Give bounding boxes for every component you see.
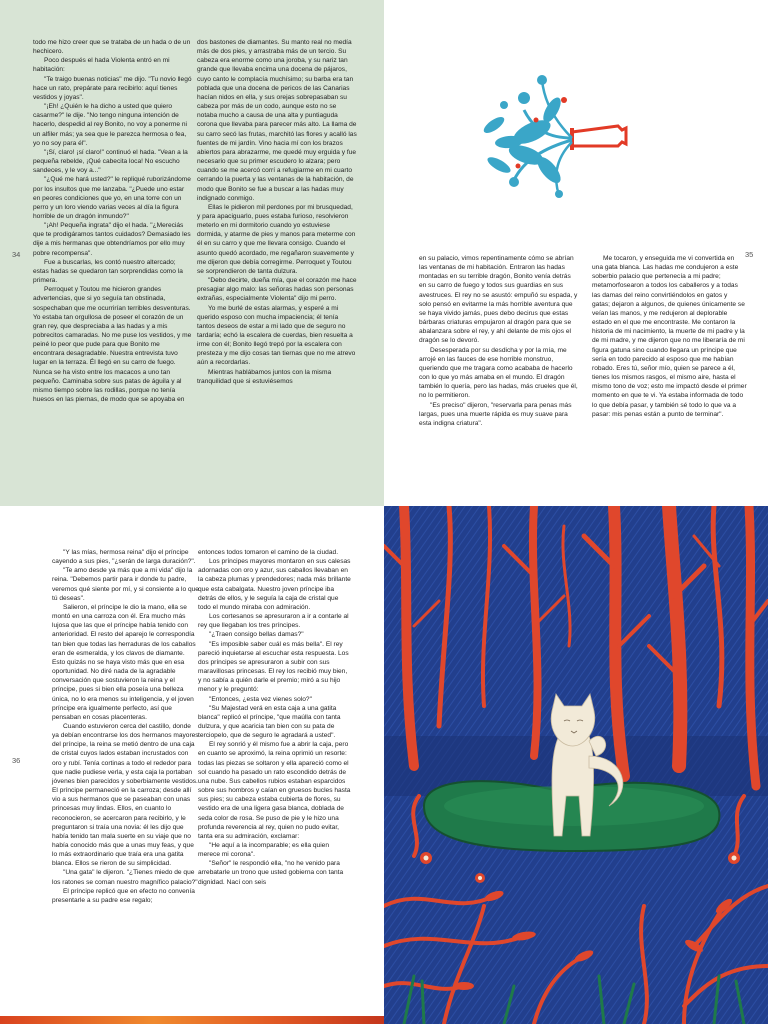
page-35-column-2 (592, 254, 747, 419)
paragraph: "Es imposible saber cuál es más bella". El rey pareció inquietarse al escuchar esta respuesta. Los dos príncipes se apresuraron a subir con sus maravillosas princesas. El rey los recibió muy bien, y no sabía a quién darle el premio; miró a su hijo menor y le preguntó: (198, 640, 349, 694)
page-number: 36 (12, 756, 21, 765)
paragraph: "Debo decirte, dueña mía, que el corazón me hace presagiar algo malo: las señoras hadas son personas extrañas, especialmente Violenta" dijo mi perro. (197, 277, 357, 303)
paragraph: todo me hizo creer que se trataba de un hada o de un hechicero. (33, 39, 191, 56)
paragraph: El príncipe replicó que en efecto no convenía presentarle a su padre ese regalo; (52, 887, 195, 904)
page-34-column-1 (33, 38, 192, 404)
paragraph: Mientras hablábamos juntos con la misma tranquilidad que si estuviésemos (197, 368, 332, 385)
paragraph: "¡Sí, claro! ¡sí claro!" continuó el hada. "Vean a la pequeña rebelde, ¡Qué cabecita loca! No escucho sandeces, y le voy a..." (33, 148, 188, 175)
forest-cat-image (384, 506, 768, 1024)
paragraph: "Entonces, ¿esta vez vienes solo?" (209, 695, 312, 703)
forest-cat-illustration (384, 506, 768, 1024)
paragraph: Perroquet y Toutou me hicieron grandes advertencias, que si yo seguía tan obstinada, sospechaban que me ocurrirían terribles desventuras. Yo estaba tan orgullosa de poseer el corazón de un gran rey, que despreciaba a las hadas y a mis pobrecitos camaradas. No me puse los vestidos, y me peiné lo peor que pude para que Bonito me encontrara desagradable. Nuestra entrevista tuvo lugar en la terraza. Él llegó en su carro de fuego. Nunca se ha visto entre los macacos a uno tan pequeño. Caminaba sobre sus patas de águila y al mismo tiempo sobre las rodillas, porque no tenía huesos en las piernas, de modo que se apoyaba en (33, 286, 192, 404)
paragraph: "Una gata" le dijeron. "¿Tienes miedo de que los ratones se coman nuestro magnífico palacio?" (52, 869, 198, 886)
page-number: 34 (12, 250, 21, 259)
paragraph: Fue a buscarlas, les contó nuestro altercado; estas hadas se quedaron tan sorprendidas como la primera. (33, 258, 183, 285)
page-34-column-2 (197, 38, 357, 386)
page-34 (0, 0, 384, 506)
page-35 (384, 0, 768, 506)
paragraph: Salieron, el príncipe le dio la mano, ella se montó en una carroza con él. Era mucho más lujosa que las que el príncipe había tenido con anterioridad. El resto del aparejo le correspondía tan bien que todas las herraduras de los caballos eran de esmeralda, y los clavos de diamante. Esto quizás no se haya visto más que en esa oportunidad. No diré nada de la agradable conversación que sostuvieron la reina y el príncipe, pues si bien ella poseía una belleza única, no lo era menos su inteligencia, y el joven príncipe era igualmente perfecto, así que pensaban en cosas placenteras. (52, 603, 196, 721)
page-36-column-1 (52, 548, 199, 905)
paragraph: en su palacio, vimos repentinamente cómo se abrían las ventanas de mi habitación. Entraron las hadas montadas en su terrible dragón, Bonito venía detrás en su carro de fuego y todos sus guardias en sus avestruces. El rey no se asustó: empuñó su espada, y solo pensó en evitarme la más horrible aventura que se haya vivido jamás, pues debo decirus que estas bárbaras criaturas empujaron al dragón para que se abalanzara sobre el rey, y ahí delante de mis ojos el dragón se lo devoró. (419, 255, 578, 345)
paragraph: entonces todos tomaron el camino de la ciudad. (198, 549, 339, 556)
page-36-column-2 (198, 548, 352, 887)
paragraph: "¡Ah! Pequeña ingrata" dijo el hada. "¿Mereciás que te prodigáramos tantos cuidados? Demasiado les dije a mis hermanas que obtendríamos por ello muy pobre recompensa". (33, 222, 191, 257)
paragraph: Cuando estuvieron cerca del castillo, donde ya debían encontrarse los dos hermanos mayores del príncipe, la reina se metió dentro de una caja de cristal cuyos lados estaban incrustados con oro y rubí. Tenía cortinas a todo el rededor para que nadie pudiese verla, y esta caja la portaban jóvenes bien parecidos y soberbiamente vestidos. El príncipe permaneció en la carroza; desde allí vio a sus hermanos que se paseaban con unas princesas muy lindas. Ellos, en cuanto lo reconocieron, se acercaron para recibirlo, y le preguntaron si traía una novia: él les dijo que había tenido tan mala suerte en su viaje que no había conocido más que a unas muy feas, y que lo más extraordinario que traía era una gatita blanca. Ellos se rieron de su simplicidad. (52, 722, 199, 868)
paragraph: "¿Traen consigo bellas damas?" (209, 631, 304, 639)
paragraph: Los cortesanos se apresuraron a ir a contarle al rey que llegaban los tres príncipes. (198, 613, 349, 630)
paragraph: Me tocaron, y enseguida me vi convertida en una gata blanca. Las hadas me condujeron a este soberbio palacio que pertenecía a mi padre; metamorfosearon a todos los caballeros y a todas las damas del reino convirtiéndolos en gatos y gatas; dejaron a algunos, de quienes únicamente se veían las manos, y me redujeron al deplorable estado en el que me encontraste. Me contaron la historia de mi nacimiento, la muerte de mi padre y la de mi madre, y me dijeron que no me liberaría de mi figura gatuna sino cuando llegara un príncipe que sería en todo parecido al esposo que me habían robado. Eres tú, señor mío, quien se parece a él, tienes los mismos rasgos, el mismo aire, hasta el mismo tono de voz; esto me impactó desde el primer momento en que te vi. Ya estaba informada de todo lo que debía pasar, y también sé todo lo que va a pasar: mis penas están a punto de terminar". (592, 255, 747, 418)
page-number: 35 (745, 250, 754, 259)
paragraph: El rey sonrió y él mismo fue a abrir la caja, pero en cuanto se aproximó, la reina oprimió un resorte: todas las piezas se soltaron y ella apareció como el sol cuando ha pasado un rato escondido detrás de una nube. Sus cabellos rubios estaban esparcidos sobre sus hombros y caían en gruesos bucles hasta sus pies; su cabeza estaba cubierta de flores, su vestido era de una ligera gasa blanca, doblada de seda color de rosa. Se puso de pie y le hizo una profunda reverencia al rey, quien no pudo evitar, tanta era su admiración, exclamar: (198, 741, 351, 840)
paragraph: Yo me burlé de estas alarmas, y esperé a mi querido esposo con mucha impaciencia; él tenía tantos deseos de estar a mi lado que de seguro no tardaría; echó la escalera de cuerdas, bien resuelta a irme con él; Bonito llegó trepó por la escalera con presteza y me dijo cosas tan tiernas que no me atrevo aún a recordarlas. (197, 304, 356, 367)
page-35-column-1 (419, 254, 579, 428)
paragraph: "Te amo desde ya más que a mi vida" dijo la reina. "Debemos partir para ir donde tu padre, veremos qué siente por mí, y si consiente a lo que tú deseas". (52, 567, 199, 602)
plant-vase-illustration (454, 70, 644, 200)
paragraph: Ellas le pidieron mil perdones por mi brusquedad, y para apaciguarlo, pues estaba furioso, resolvieron meterlo en mi dormitorio cuando yo estuviese dormida, y atarme de pies y manos para meterme con él en su carro y que me llevara consigo. Cuando el asunto quedó acordado, me regañaron suavemente y me dijeron que debía corregirme. Perroquet y Toutou se sorprendieron de tanta dulzura. (197, 203, 356, 275)
paragraph: "Es preciso" dijeron, "reservarla para penas más largas, pues una muerte rápida es muy suave para esta indigna criatura". (419, 401, 572, 427)
paragraph: Poco después el hada Violenta entró en mi habitación: (33, 57, 170, 74)
paragraph: "Señor" le respondió ella, "no he venido para arrebatarle un trono que usted gobierna con tanta dignidad. Nací con seis (198, 860, 344, 886)
page-36 (0, 506, 384, 1024)
paragraph: "He aquí a la incomparable; es ella quien merece mi corona". (198, 842, 330, 859)
next-page-illustration-edge (0, 1016, 384, 1024)
paragraph: "¡Eh! ¿Quién le ha dicho a usted que quiero casarme?" le dije. "No tengo ninguna intención de hacerlo, despedid al rey Bonito, no voy a ponerme ni un alfiler más; ya sea que le parezca hermosa o fea, yo no soy para él". (33, 103, 187, 147)
paragraph: "¿Qué me hará usted?" le repliqué ruborizándome por los insultos que me lanzaba. "¿Puede uno estar en peores condiciones que yo, en una torre con un perro y un loro viendo varias veces al día la figura horrible de un dragón inmundo?" (33, 176, 191, 220)
paragraph: Los príncipes mayores montaron en sus calesas adornadas con oro y azur, sus caballos llevaban en la cabeza plumas y prendedores; nada más brillante que esta cabalgata. Nuestro joven príncipe iba detrás de ellos, y le seguía la caja de cristal que todo el mundo miraba con admiración. (198, 558, 351, 611)
paragraph: "Su Majestad verá en esta caja a una gatita blanca" replicó el príncipe, "que maúlla con tanta dulzura, y que acaricia tan bien con su pata de terciopelo, que de seguro le agradará a usted". (198, 704, 341, 740)
paragraph: "Y las mías, hermosa reina" dijo el príncipe cayendo a sus pies, "¿serán de larga duración?". (52, 549, 196, 566)
paragraph: dos bastones de diamantes. Su manto real no medía más de dos pies, y arrastraba más de un tercio. Su cabeza era enorme como una joroba, y su nariz tan grande que llevaba encima una docena de pájaros, cuyo canto le complacía muchísimo; su barba era tan poblada que una docena de pericos de las Canarias hacían nidos en ella, y sus orejas sobrepasaban su cabeza por más de un codo, aunque esto no se notaba mucho a causa de una alta y puntiaguda corona que llevaba para parecer más alto. La llama de su carro secó las frutas, marchitó las flores y acalló las fuentes de mi jardín. Vino hacia mí con los brazos abiertos para abrazarme, me quedé muy erguida y fue necesario que su primer escudero lo alzara; pero cuando se me acercó corrí a refugiarme en mi cuarto cerrando la puerta y las ventanas de la habitación, de modo que Bonito se fue a buscar a las hadas muy indignado conmigo. (197, 39, 357, 202)
paragraph: Desesperada por su desdicha y por la mía, me arrojé en las fauces de ese horrible monstruo, queriendo que me tragara como acababa de hacerlo con lo que yo más amaba en el mundo. El dragón también lo quería, pero las hadas, más crueles que él, no lo permitieron. (419, 346, 578, 400)
paragraph: "Te traigo buenas noticias" me dijo. "Tu novio llegó hace un rato, prepárate para recibirlo: aquí tienes vestidos y joyas". (33, 75, 192, 101)
